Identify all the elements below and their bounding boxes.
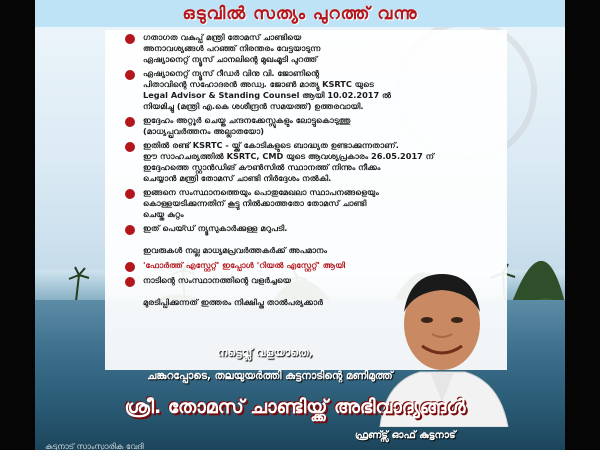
caption-line-2: ചങ്കുറപ്പോടെ, തലയുയർത്തി കുട്ടനാടിന്റെ മണിമുത്ത് [147, 370, 393, 382]
bullet-item: ഇതിൽ രണ്ട് KSRTC - യ്ക്ക് കോടികളുടെ ബാദ്ധ്യത ഉണ്ടാക്കുന്നതാണ്. ഈ സാഹചര്യത്തിൽ KSRTC, CMD യുടെ ആവശ്യപ്രകാരം 26.05.2017 ന് ഇദ്ദേഹത്തെ സ്റ്റാൻഡിങ് കൗൺസിൽ സ്ഥാനത്ത് നിന്നും നീക്കം ചെയ്യാൻ മന്ത്രി തോമസ് ചാണ്ടി നിർദ്ദേശം നൽകി. [125, 140, 505, 184]
bullet-dot-icon [125, 189, 135, 199]
caption-line-1: നട്ടെല്ല് വളയാതെ, [217, 346, 313, 359]
viewer-frame-left [0, 0, 35, 450]
bullet-dot-icon [125, 262, 135, 272]
bullet-item: ഗതാഗത വകുപ്പ് മന്ത്രി തോമസ് ചാണ്ടിയെ അനാവശ്യങ്ങൾ പറഞ്ഞ് നിരന്തരം വേട്ടയാടുന്ന ഏഷ്യാനെറ്റ് ന്യൂസ് ചാനലിന്റെ മുഖംമൂടി പുറത്ത് [125, 32, 505, 65]
bullet-dot-icon [125, 70, 135, 80]
bullet-dot-icon [125, 277, 135, 287]
bullet-item: ഇദ്ദേഹം അറ്റൂർ ചെയ്ത ചന്ദനക്കേസ്സുകളും ലോട്ടുകൊടുത്തു (മാധ്യപ്പ്രവർത്തനം അല്ലാതയോ) [125, 115, 505, 137]
bullet-dot-icon [125, 117, 135, 127]
bullet-dot-icon [125, 142, 135, 152]
headline-greeting: ശ്രീ. തോമസ് ചാണ്ടിയ്ക്ക് അഭിവാദ്യങ്ങൾ [124, 396, 466, 418]
signature-text: ഫ്രണ്ട്സ് ഓഫ് കുട്ടനാട് [355, 430, 456, 441]
bullet-item: ഇത് പെയ്ഡ് ന്യൂസുകാർക്കുള്ള മറുപടി. [125, 223, 505, 235]
poster-image [35, 0, 565, 450]
bullet-item: ഏഷ്യാനെറ്റ് ന്യൂസ് റീഡർ വിനു വി. ജോണിന്റെ പിതാവിന്റെ സഹോദരൻ അഡ്വ. ജോൺ മാത്യു KSRTC യുടെ Legal Advisor & Standing Counsel ആയി 10.02.2017 ൽ നിയമിച്ചു (മന്ത്രി എ.കെ ശശീന്ദ്രൻ സമയത്ത്) ഉത്തരവായി. [125, 68, 505, 112]
bullet-dot-icon [125, 34, 135, 44]
bullet-dot-icon [125, 225, 135, 235]
viewer-frame-right [565, 0, 600, 450]
plain-line: ഇവരുകൾ നല്ല മാധ്യമപ്രവർത്തകർക്ക് അപമാനം [143, 245, 328, 255]
poster-title-bar [35, 0, 565, 27]
plain-line: മുരടിപ്പിക്കുന്നത് ഇത്തരം നിക്ഷിപ്ത താൽപര്യക്കാർ [143, 297, 324, 307]
poster-title: ഒടുവിൽ സത്യം പുറത്ത് വന്നു [182, 3, 418, 24]
bullet-item: നാടിന്റെ സംസ്ഥാനത്തിന്റെ വളർച്ചയെ [125, 275, 505, 287]
bullet-item: ഇങ്ങനെ സംസ്ഥാനത്തെയും പൊതുമേഖലാ സ്ഥാപനങ്ങളെയും കൊള്ളയടിക്കുന്നതിന് കൂട്ടു നിൽക്കാത്തതോ തോമസ് ചാണ്ടി ചെയ്ത കുറ്റം [125, 187, 505, 220]
footer-text: കുട്ടനാട് സാംസ്കാരിക വേദി [45, 442, 144, 450]
bullet-item: 'ഫോർത്ത് എസ്റ്റേറ്റ്' ഇപ്പോൾ 'റിയൽ എസ്റ്റേറ്റ്' ആയി [125, 260, 505, 272]
